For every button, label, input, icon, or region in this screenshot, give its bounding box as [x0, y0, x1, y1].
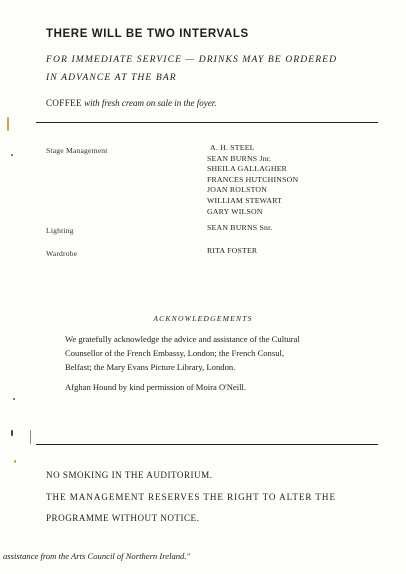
paper-mark [30, 430, 31, 444]
acknowledgement-line: Counsellor of the French Embassy, London; the French Consul, [65, 348, 285, 358]
stage-management-names [207, 143, 298, 217]
paper-mark [13, 398, 15, 400]
credit-name: JOAN ROLSTON [207, 185, 268, 195]
paper-mark [11, 430, 13, 436]
credit-name: RITA FOSTER [207, 246, 258, 255]
credit-name: SEAN BURNS Snr. [207, 223, 273, 232]
paper-mark [14, 460, 16, 463]
coffee-word: COFFEE [46, 98, 82, 108]
no-smoking-notice: NO SMOKING IN THE AUDITORIUM. [46, 470, 213, 480]
credit-role-wardrobe: Wardrobe [46, 249, 78, 258]
service-line-1: FOR IMMEDIATE SERVICE — DRINKS MAY BE ORDERED [46, 54, 338, 65]
acknowledgements-text [65, 332, 385, 374]
wardrobe-names [207, 246, 257, 257]
credit-role-stage: Stage Management [46, 146, 108, 155]
credit-name: A. H. STEEL [210, 143, 255, 152]
credit-role-lighting: Lighting [46, 226, 74, 235]
acknowledgement-line: Belfast; the Mary Evans Picture Library, London. [65, 362, 236, 372]
reserve-right-notice-line-1: THE MANAGEMENT RESERVES THE RIGHT TO ALTER THE [46, 492, 336, 502]
service-line-2: IN ADVANCE AT THE BAR [46, 72, 177, 83]
divider-bottom [36, 444, 378, 445]
paper-mark [11, 154, 13, 156]
coffee-line [46, 98, 217, 108]
footer-credit: assistance from the Arts Council of Northern Ireland." [3, 551, 191, 561]
lighting-names [207, 223, 273, 234]
intervals-heading: THERE WILL BE TWO INTERVALS [46, 28, 249, 40]
divider-top [36, 122, 378, 123]
credit-name: SEAN BURNS Jnr. [207, 153, 272, 163]
afghan-hound-credit: Afghan Hound by kind permission of Moira O'Neill. [65, 382, 247, 392]
acknowledgements-title: ACKNOWLEDGEMENTS [153, 314, 253, 323]
credit-name: GARY WILSON [207, 206, 263, 216]
coffee-rest: with fresh cream on sale in the foyer. [84, 98, 217, 108]
credit-name: SHEILA GALLAGHER [207, 164, 288, 174]
paper-mark [7, 117, 9, 131]
credit-name: FRANCES HUTCHINSON [207, 174, 299, 184]
credit-name: WILLIAM STEWART [207, 195, 283, 205]
acknowledgement-line: We gratefully acknowledge the advice and assistance of the Cultural [65, 334, 300, 344]
reserve-right-notice-line-2: PROGRAMME WITHOUT NOTICE. [46, 513, 200, 523]
